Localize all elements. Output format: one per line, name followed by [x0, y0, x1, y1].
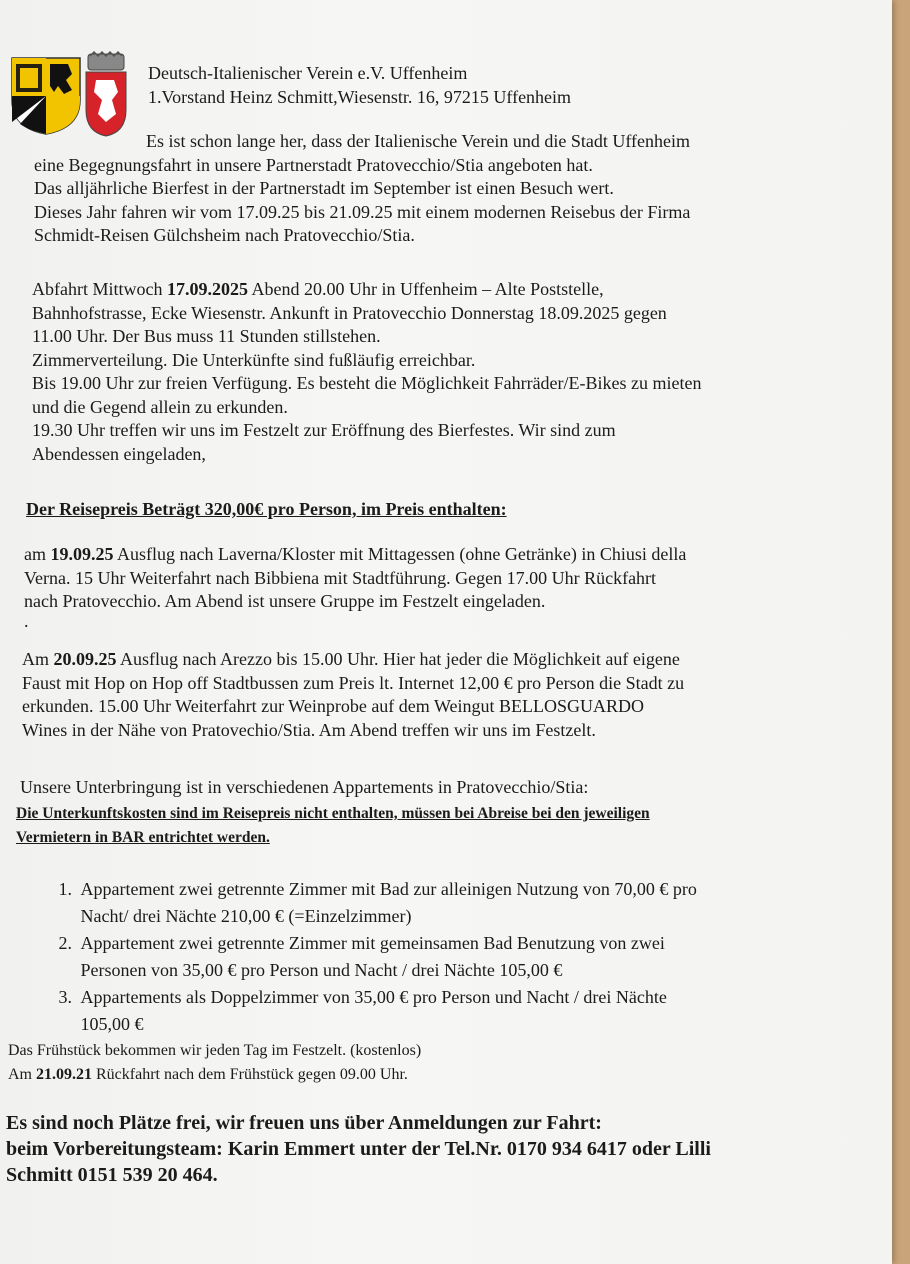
intro-line: Schmidt-Reisen Gülchsheim nach Pratovecchio/Stia. [34, 225, 415, 245]
association-name: Deutsch-Italienischer Verein e.V. Uffenheim [148, 63, 468, 83]
uffenheim-coat-of-arms [10, 56, 82, 136]
list-number: 3. [58, 987, 72, 1007]
pratovecchio-coat-of-arms [84, 50, 128, 138]
accommodation-note-line: Vermietern in BAR entrichtet werden. [16, 829, 270, 846]
departure-line: 11.00 Uhr. Der Bus muss 11 Stunden stillstehen. [32, 326, 381, 346]
excursion-line: Verna. 15 Uhr Weiterfahrt nach Bibbiena mit Stadtführung. Gegen 17.00 Uhr Rückfahrt [24, 567, 657, 588]
price-heading: Der Reisepreis Beträgt 320,00€ pro Person, im Preis enthalten: [26, 499, 507, 519]
closing-line: Es sind noch Plätze frei, wir freuen uns über Anmeldungen zur Fahrt: [6, 1112, 602, 1134]
intro-paragraph [34, 130, 690, 248]
excursion-line: nach Pratovecchio. Am Abend ist unsere Gruppe im Festzelt eingeladen. [24, 591, 546, 611]
departure-line: Zimmerverteilung. Die Unterkünfte sind fußläufig erreichbar. [32, 349, 476, 370]
departure-line: Bahnhofstrasse, Ecke Wiesenstr. Ankunft in Pratovecchio Donnerstag 18.09.2025 gegen [32, 302, 667, 323]
departure-text: Abend 20.00 Uhr in Uffenheim – Alte Poststelle, [247, 279, 604, 299]
option-line: Appartement zwei getrennte Zimmer mit gemeinsamen Bad Benutzung von zwei [80, 933, 665, 953]
chairman-address: 1.Vorstand Heinz Schmitt,Wiesenstr. 16, 97215 Uffenheim [148, 87, 572, 107]
excursion-20-paragraph [22, 648, 684, 742]
excursion-line: Faust mit Hop on Hop off Stadtbussen zum Preis lt. Internet 12,00 € pro Person die Stadt zu [22, 672, 685, 693]
return-date: 21.09.21 [36, 1066, 92, 1083]
excursion-date: 19.09.25 [50, 544, 114, 564]
excursion-line: Wines in der Nähe von Pratovechio/Stia. Am Abend treffen wir uns im Festzelt. [22, 719, 596, 740]
stray-dot: . [24, 610, 29, 631]
departure-line: 19.30 Uhr treffen wir uns im Festzelt zur Eröffnung des Bierfestes. Wir sind zum [32, 420, 616, 440]
accommodation-options-list [38, 876, 697, 1038]
return-note [8, 1064, 408, 1086]
excursion-19-paragraph [24, 543, 686, 632]
departure-text: Abfahrt Mittwoch [32, 279, 167, 299]
departure-paragraph [32, 278, 702, 466]
intro-line: eine Begegnungsfahrt in unsere Partnerstadt Pratovecchio/Stia angeboten hat. [34, 154, 593, 175]
departure-date: 17.09.2025 [166, 279, 248, 299]
closing-line: Schmitt 0151 539 20 464. [6, 1164, 218, 1186]
option-line: Appartement zwei getrennte Zimmer mit Bad zur alleinigen Nutzung von 70,00 € pro [80, 879, 697, 899]
closing-paragraph [6, 1110, 711, 1188]
departure-line: und die Gegend allein zu erkunden. [32, 396, 288, 417]
option-line: Appartements als Doppelzimmer von 35,00 € pro Person und Nacht / drei Nächte [80, 987, 667, 1007]
accommodation-note-line: Die Unterkunftskosten sind im Reisepreis nicht enthalten, müssen bei Abreise bei den jeweiligen [16, 805, 650, 822]
option-line: Nacht/ drei Nächte 210,00 € (=Einzelzimmer) [80, 906, 412, 926]
list-number: 2. [58, 933, 72, 953]
excursion-date: 20.09.25 [53, 649, 117, 669]
intro-line: Das alljährliche Bierfest in der Partnerstadt im September ist einen Besuch wert. [34, 178, 614, 198]
accommodation-note [16, 802, 650, 850]
excursion-line: erkunden. 15.00 Uhr Weiterfahrt zur Weinprobe auf dem Weingut BELLOSGUARDO [22, 696, 645, 716]
intro-line: Dieses Jahr fahren wir vom 17.09.25 bis 21.09.25 mit einem modernen Reisebus der Firma [34, 201, 691, 222]
list-item [38, 876, 697, 930]
return-text: Am [8, 1066, 36, 1083]
excursion-text: am [24, 544, 51, 564]
list-item [38, 984, 697, 1038]
return-text: Rückfahrt nach dem Frühstück gegen 09.00 Uhr. [92, 1066, 408, 1083]
option-line: Personen von 35,00 € pro Person und Nacht / drei Nächte 105,00 € [80, 960, 563, 980]
departure-line: Bis 19.00 Uhr zur freien Verfügung. Es besteht die Möglichkeit Fahrräder/E-Bikes zu mieten [32, 373, 702, 393]
intro-line: Es ist schon lange her, dass der Italienische Verein und die Stadt Uffenheim [146, 131, 690, 151]
breakfast-note: Das Frühstück bekommen wir jeden Tag im Festzelt. (kostenlos) [8, 1042, 422, 1059]
excursion-text: Am [22, 649, 54, 669]
list-item [38, 930, 697, 984]
closing-line: beim Vorbereitungsteam: Karin Emmert unter der Tel.Nr. 0170 934 6417 oder Lilli [6, 1138, 711, 1160]
list-number: 1. [58, 879, 72, 899]
excursion-text: Ausflug nach Arezzo bis 15.00 Uhr. Hier hat jeder die Möglichkeit auf eigene [116, 649, 680, 669]
option-line: 105,00 € [80, 1014, 144, 1034]
accommodation-intro: Unsere Unterbringung ist in verschiedenen Appartements in Pratovecchio/Stia: [20, 777, 589, 797]
departure-line: Abendessen eingeladen, [32, 443, 206, 464]
excursion-text: Ausflug nach Laverna/Kloster mit Mittagessen (ohne Getränke) in Chiusi della [113, 544, 687, 564]
